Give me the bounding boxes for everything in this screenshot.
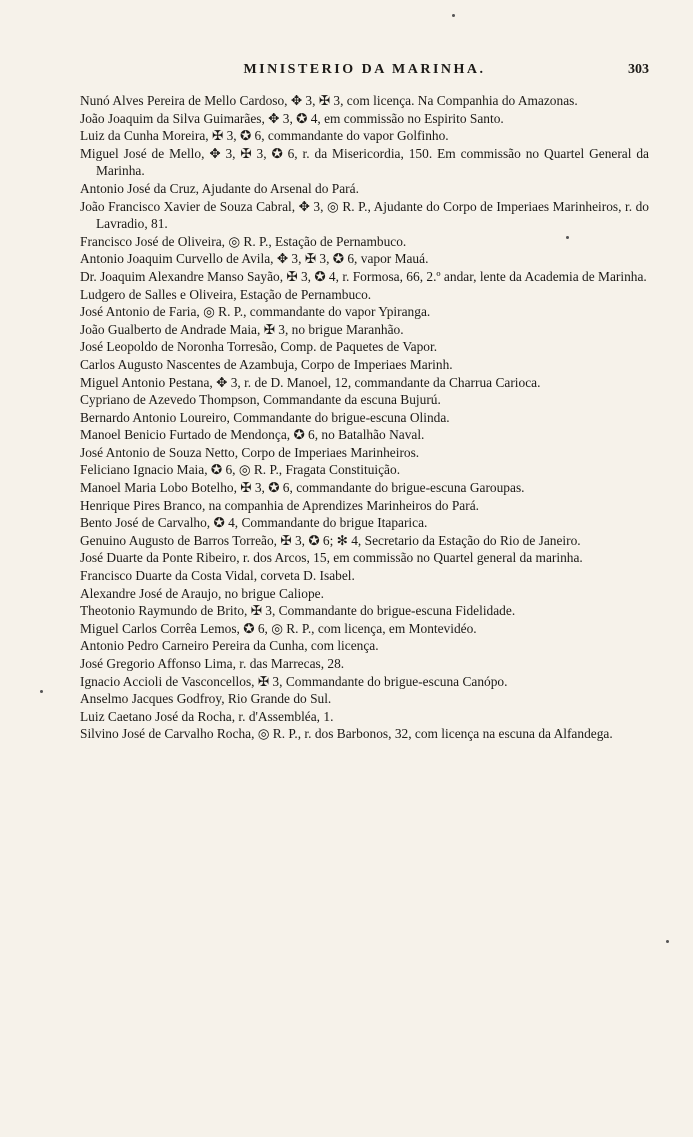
list-item: José Antonio de Souza Netto, Corpo de Imperiaes Marinheiros.	[80, 444, 420, 460]
list-item: Manoel Benicio Furtado de Mendonça, ✪ 6, no Batalhão Naval.	[80, 427, 425, 443]
list-item: José Gregorio Affonso Lima, r. das Marrecas, 28.	[80, 656, 345, 671]
list-item: Bento José de Carvalho, ✪ 4, Commandante do brigue Itaparica.	[80, 515, 428, 531]
list-item: Silvino José de Carvalho Rocha, ◎ R. P., r. dos Barbonos, 32, com licença na escuna da Alfandega.	[80, 726, 613, 742]
list-item: Henrique Pires Branco, na companhia de Aprendizes Marinheiros do Pará.	[80, 497, 479, 513]
list-item: Francisco Duarte da Costa Vidal, corveta D. Isabel.	[80, 568, 355, 584]
list-item: Antonio Pedro Carneiro Pereira da Cunha, com licença.	[80, 638, 379, 654]
list-item: Miguel Carlos Corrêa Lemos, ✪ 6, ◎ R. P., com licença, em Montevidéo.	[80, 620, 477, 636]
entry-list	[80, 92, 649, 743]
list-item: Nunó Alves Pereira de Mello Cardoso, ✥ 3, ✠ 3, com licença. Na Companhia do Amazonas.	[80, 93, 578, 108]
list-item: José Leopoldo de Noronha Torresão, Comp. de Paquetes de Vapor.	[80, 339, 438, 355]
list-item: Manoel Maria Lobo Botelho, ✠ 3, ✪ 6, commandante do brigue-escuna Garoupas.	[80, 480, 525, 496]
list-item: Ludgero de Salles e Oliveira, Estação de Pernambuco.	[80, 286, 372, 302]
list-item: João Joaquim da Silva Guimarães, ✥ 3, ✪ 4, em commissão no Espirito Santo.	[80, 110, 504, 126]
list-item: Genuino Augusto de Barros Torreão, ✠ 3, ✪ 6; ✻ 4, Secretario da Estação do Rio de Janeiro.	[80, 532, 581, 548]
list-item: Luiz Caetano José da Rocha, r. d'Assembléa, 1.	[80, 708, 334, 724]
list-item: Miguel José de Mello, ✥ 3, ✠ 3, ✪ 6, r. da Misericordia, 150. Em commissão no Quartel General da Marinha.	[80, 145, 649, 179]
list-item: João Francisco Xavier de Souza Cabral, ✥ 3, ◎ R. P., Ajudante do Corpo de Imperiaes Marinheiros, r. do Lavradio, 81.	[80, 198, 649, 232]
print-speck	[452, 14, 455, 17]
list-item: José Antonio de Faria, ◎ R. P., commandante do vapor Ypiranga.	[80, 304, 431, 320]
list-item: Antonio José da Cruz, Ajudante do Arsenal do Pará.	[80, 180, 359, 196]
list-item: Carlos Augusto Nascentes de Azambuja, Corpo de Imperiaes Marinh.	[80, 356, 453, 372]
list-item: Antonio Joaquim Curvello de Avila, ✥ 3, ✠ 3, ✪ 6, vapor Mauá.	[80, 251, 429, 267]
page-header	[80, 62, 649, 84]
list-item: Alexandre José de Araujo, no brigue Caliope.	[80, 585, 324, 601]
list-item: Feliciano Ignacio Maia, ✪ 6, ◎ R. P., Fragata Constituição.	[80, 462, 401, 478]
page-title: MINISTERIO DA MARINHA.	[243, 62, 486, 77]
list-item: Cypriano de Azevedo Thompson, Commandante da escuna Bujurú.	[80, 392, 441, 408]
list-item: Luiz da Cunha Moreira, ✠ 3, ✪ 6, commandante do vapor Golfinho.	[80, 128, 449, 144]
list-item: Dr. Joaquim Alexandre Manso Sayão, ✠ 3, ✪ 4, r. Formosa, 66, 2.º andar, lente da Academia de Marinha.	[80, 268, 647, 284]
list-item: Bernardo Antonio Loureiro, Commandante do brigue-escuna Olinda.	[80, 409, 450, 425]
list-item: José Duarte da Ponte Ribeiro, r. dos Arcos, 15, em commissão no Quartel general da marinha.	[80, 550, 583, 566]
list-item: João Gualberto de Andrade Maia, ✠ 3, no brigue Maranhão.	[80, 321, 404, 337]
list-item: Miguel Antonio Pestana, ✥ 3, r. de D. Manoel, 12, commandante da Charrua Carioca.	[80, 374, 541, 390]
print-speck	[40, 690, 43, 693]
list-item: Ignacio Accioli de Vasconcellos, ✠ 3, Commandante do brigue-escuna Canópo.	[80, 673, 508, 689]
print-speck	[666, 940, 669, 943]
page-number: 303	[628, 62, 649, 77]
list-item: Francisco José de Oliveira, ◎ R. P., Estação de Pernambuco.	[80, 233, 407, 249]
list-item: Anselmo Jacques Godfroy, Rio Grande do Sul.	[80, 691, 332, 707]
list-item: Theotonio Raymundo de Brito, ✠ 3, Commandante do brigue-escuna Fidelidade.	[80, 603, 516, 619]
